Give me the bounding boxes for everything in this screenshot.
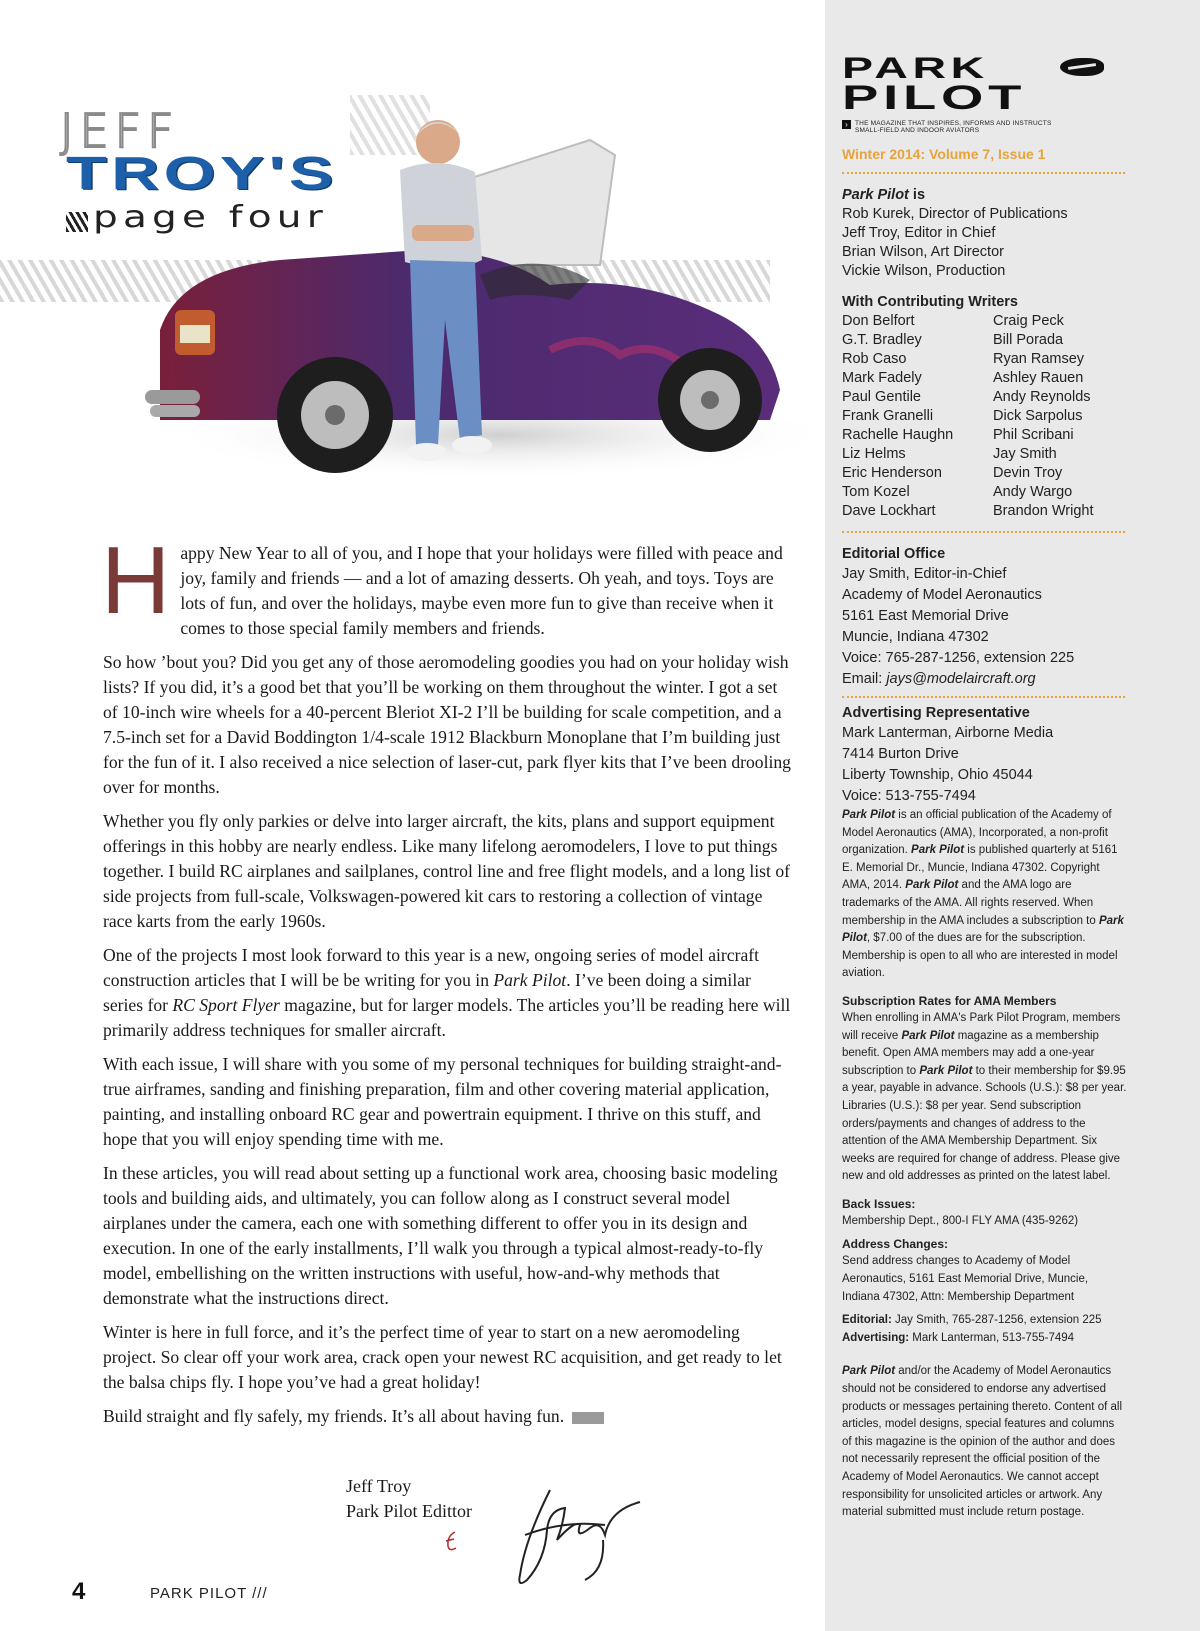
article-paragraph-7: Winter is here in full force, and it’s the perfect time of year to start on a new aeromodeling project. So clear off your work area, crack open your newest RC acquisition, and get ready to let the balsa chips fly. I hope you’ve had a great holiday! [103,1322,782,1392]
contributor: Ashley Rauen [993,370,1084,386]
signoff [346,1474,472,1524]
staff-heading: Park Pilot is [842,187,926,203]
contributor: Andy Wargo [993,484,1073,500]
editorial-line: Muncie, Indiana 47302 [842,629,989,645]
article-paragraph-5: With each issue, I will share with you some of my personal techniques for building straight-and-true airframes, sanding and finishing preparation, film and other covering material application, painting, and installing onboard RC gear and powertrain equipment. I thrive on this stuff, and hope that you will enjoy spending time with me. [103,1054,782,1149]
advertising-line: Voice: 513-755-7494 [842,788,976,804]
article-paragraph-1: Happy New Year to all of you, and I hope that your holidays were filled with peace and joy, family and friends — and a lot of amazing desserts. Oh yeah, and toys. Toys are lots of fun, and over the holidays, maybe even more fun to give than receive when it comes to those special family members and friends. [101,527,783,638]
back-issues-heading: Back Issues: [842,1196,916,1211]
article-paragraph-6: In these articles, you will read about setting up a functional work area, choosing basic modeling tools and building aids, and ultimately, you can follow along as I construct several model airplanes under the camera, each one with something different to offer you in its design and execution. In one of the early installments, I’ll walk you through a typical almost-ready-to-fly model, embellishing on the written instructions with useful, how-and-why methods that demonstrate what the instructions direct. [103,1163,778,1308]
park-pilot-logo: PARK PILOT [842,56,1127,118]
advertising-line: 7414 Burton Drive [842,746,959,762]
signature-icon [505,1480,645,1590]
back-issues-text: Membership Dept., 800-I FLY AMA (435-9262) [842,1214,1079,1227]
contributor: Brandon Wright [993,503,1094,519]
divider [842,531,1125,533]
slashes-icon [66,212,88,232]
editorial-line: Academy of Model Aeronautics [842,587,1042,603]
subscription-text: When enrolling in AMA's Park Pilot Program, members will receive Park Pilot magazine as a membership benefit. Open AMA members may add a one-year subscription to Park Pilot to their membership for $9.95 a year, payable in advance. Schools (U.S.): $8 per year. Libraries (U.S.): $8 per year. Send subscription orders/payments and changes of address to the attention of the AMA Membership Department. Six weeks are required for change of address. Please give new and old addresses as printed on the latest label. [842,1011,1127,1183]
contributor: Paul Gentile [842,389,921,405]
article-body [101,527,795,1438]
staff-item: Brian Wilson, Art Director [842,244,1004,260]
issue-line: Winter 2014: Volume 7, Issue 1 [842,146,1046,162]
contributor: Devin Troy [993,465,1063,481]
end-mark-icon [572,1412,604,1424]
disclaimer: Park Pilot and/or the Academy of Model Aeronautics should not be considered to endorse any advertised products or messages pertaining thereto. Content of all articles, model designs, special features and columns of this magazine is the opinion of the author and does not necessarily represent the official position of the Academy of Model Aeronautics. We cannot accept responsibility for unsolicited articles or artwork. Any material submitted must include return postage. [842,1365,1122,1519]
email-link[interactable]: jays@modelaircraft.org [886,671,1036,687]
footer-magazine-name: PARK PILOT /// [150,1585,268,1602]
contributor: Rachelle Haughn [842,427,954,443]
contributor: Mark Fadely [842,370,922,386]
contributors-heading: With Contributing Writers [842,294,1018,310]
contributor: Eric Henderson [842,465,942,481]
advertising-contact: Advertising: Mark Lanterman, 513-755-7494 [842,1331,1075,1344]
drop-cap: H [101,527,171,634]
contributor: Frank Granelli [842,408,934,424]
advertising-heading: Advertising Representative [842,705,1030,721]
contributors-grid [842,312,1127,521]
column-title-page-four: page four [93,200,328,235]
staff-item: Vickie Wilson, Production [842,263,1006,279]
contributor: Craig Peck [993,313,1064,329]
contributor: Dick Sarpolus [993,408,1083,424]
editor-mark-icon [443,1528,459,1554]
advertising-line: Mark Lanterman, Airborne Media [842,725,1054,741]
contributor: Liz Helms [842,446,906,462]
contributor: G.T. Bradley [842,332,922,348]
contributor: Phil Scribani [993,427,1074,443]
official-publication-notice: Park Pilot is an official publication of the Academy of Model Aeronautics (AMA), Incorporated, a non-profit organization. Park Pilot is published quarterly at 5161 E. Memorial Dr., Muncie, Indiana 47302. Copyright AMA, 2014. Park Pilot and the AMA logo are trademarks of the AMA. All rights reserved. When membership in the AMA includes a subscription to Park Pilot, $7.00 of the dues are for the subscription. Membership is open to all who are interested in model aviation. [842,809,1124,980]
contributor: Dave Lockhart [842,503,936,519]
airplane-icon [1060,58,1104,76]
editorial-line: 5161 East Memorial Drive [842,608,1009,624]
address-changes-heading: Address Changes: [842,1237,949,1252]
column-title-troys: TROY'S [66,147,338,199]
contributor: Rob Caso [842,351,907,367]
contributor: Andy Reynolds [993,389,1091,405]
page-number: 4 [72,1578,86,1605]
advertising-line: Liberty Township, Ohio 45044 [842,767,1033,783]
contributor: Ryan Ramsey [993,351,1085,367]
article-paragraph-2: So how ’bout you? Did you get any of those aeromodeling goodies you had on your holiday wish lists? If you did, it’s a good bet that you’ll be working on them throughout the winter. I got a set of 10-inch wire wheels for a 40-percent Bleriot XI-2 I’ll be building for scale competition, and a 7.5-inch set for a David Boddington 1/4-scale 1912 Blackburn Monoplane that I’m building just for the fun of it. I also received a nice selection of laser-cut, park flyer kits that I’ve been drooling over for months. [103,652,791,797]
editorial-email: Email: jays@modelaircraft.org [842,671,1036,687]
contributor: Jay Smith [993,446,1057,462]
staff-item: Rob Kurek, Director of Publications [842,206,1068,222]
divider [842,696,1125,698]
editorial-contact: Editorial: Jay Smith, 765-287-1256, extension 225 [842,1314,1102,1327]
editorial-line: Jay Smith, Editor-in-Chief [842,566,1007,582]
signoff-name: Jeff Troy [346,1476,412,1496]
contributor: Don Belfort [842,313,915,329]
arrow-right-icon: › [842,120,851,129]
article-paragraph-3: Whether you fly only parkies or delve into larger aircraft, the kits, plans and support equipment offerings in this hobby are nearly endless. Like many lifelong aeromodelers, I love to put things together. I build RC airplanes and sailplanes, control line and free flight models, and a long list of side projects from full-scale, Volkswagen-powered kit cars to restoring a collection of vintage race karts from the early 1960s. [103,811,790,931]
staff-item: Jeff Troy, Editor in Chief [842,225,996,241]
signoff-title: Park Pilot Edittor [346,1501,472,1521]
article-paragraph-8: Build straight and fly safely, my friends. It’s all about having fun. [103,1404,795,1429]
divider [842,172,1125,174]
photo-jeff-troy-with-kit-car [120,100,820,525]
tagline: › THE MAGAZINE THAT INSPIRES, INFORMS AND INSTRUCTS SMALL-FIELD AND INDOOR AVIATORS [842,120,1127,134]
contributor: Tom Kozel [842,484,910,500]
editorial-line: Voice: 765-287-1256, extension 225 [842,650,1075,666]
address-changes-text: Send address changes to Academy of Model Aeronautics, 5161 East Memorial Drive, Muncie, Indiana 47302, Attn: Membership Department [842,1255,1089,1303]
editorial-heading: Editorial Office [842,546,946,562]
article-paragraph-4: One of the projects I most look forward to this year is a new, ongoing series of model aircraft construction articles that I will be be writing for you in Park Pilot. I’ve been doing a similar series for RC Sport Flyer magazine, but for larger models. The articles you’ll be reading here will primarily address techniques for smaller aircraft. [103,945,791,1040]
subscription-heading: Subscription Rates for AMA Members [842,993,1057,1008]
column-title-jeff: JEFF [60,104,180,158]
masthead [842,52,1127,1522]
contributor: Bill Porada [993,332,1064,348]
